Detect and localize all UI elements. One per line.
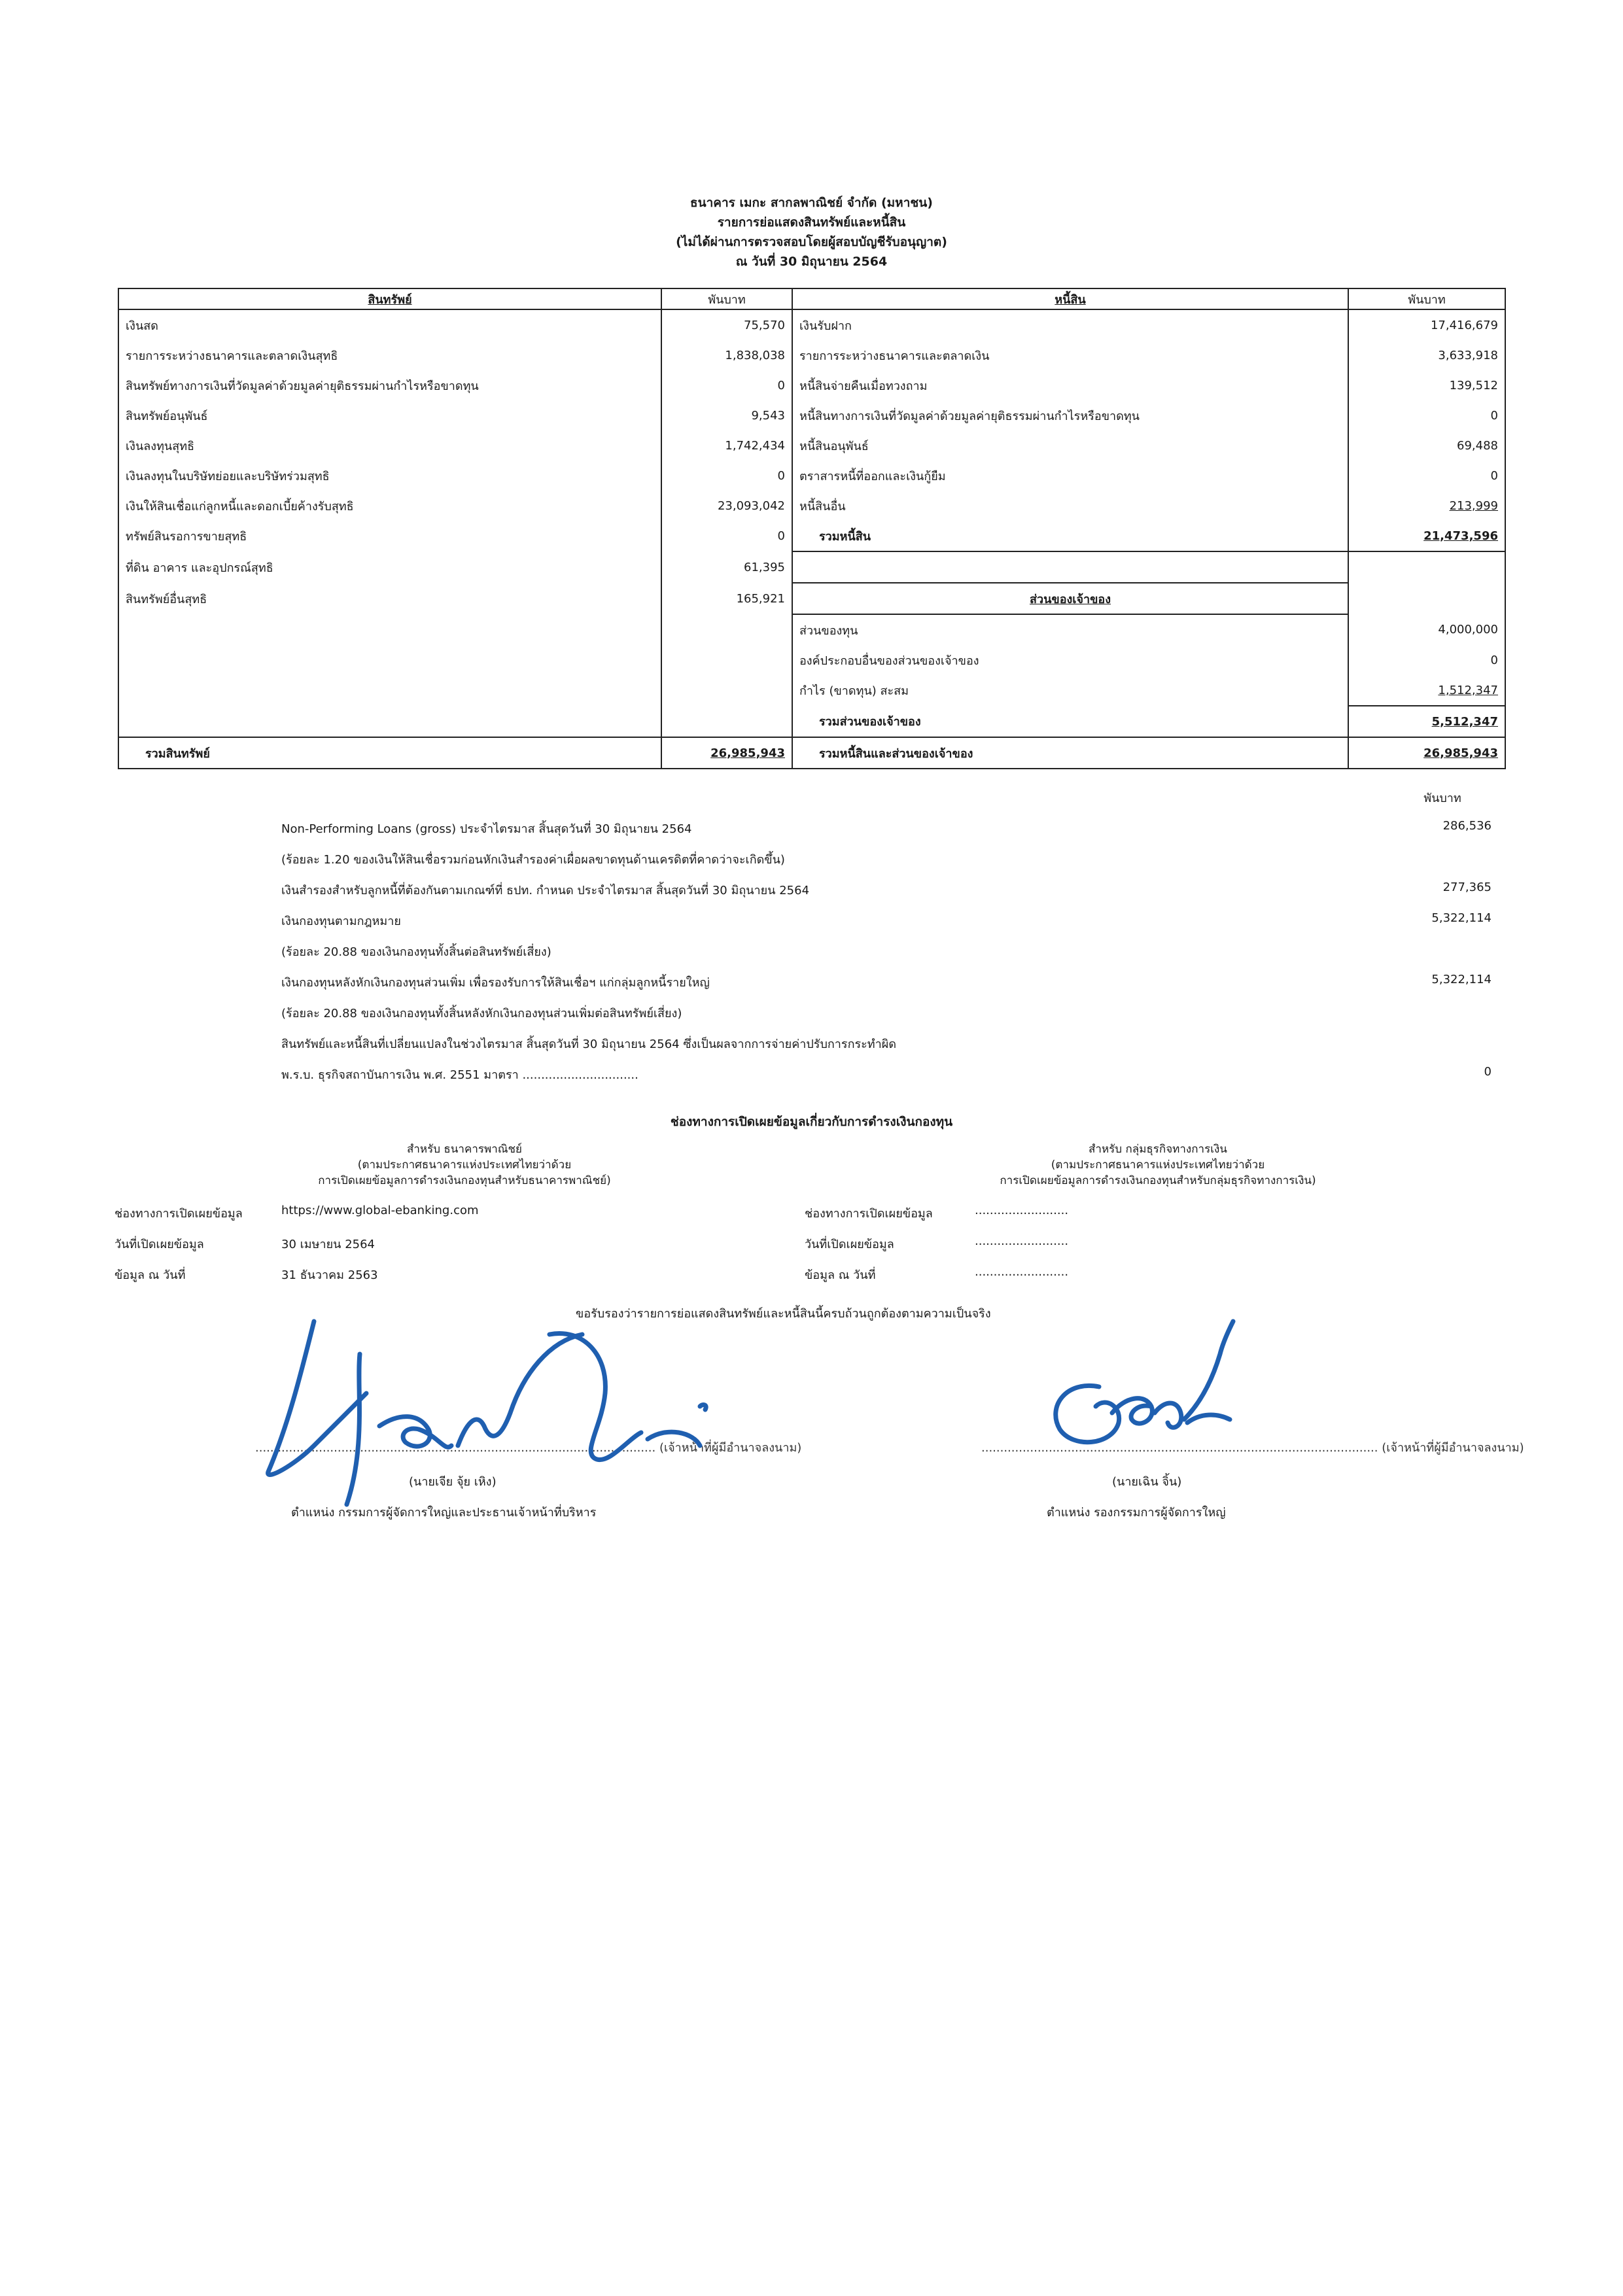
right-date-label: วันที่เปิดเผยข้อมูล: [805, 1238, 894, 1251]
asset-label: ที่ดิน อาคาร และอุปกรณ์สุทธิ: [118, 551, 661, 583]
changes-text-line2: พ.ร.บ. ธุรกิจสถาบันการเงิน พ.ศ. 2551 มาตรา ...............................: [281, 1068, 638, 1082]
assets-header: สินทรัพย์: [118, 288, 661, 309]
assets-unit: พันบาท: [661, 288, 792, 309]
liability-value: [1348, 583, 1505, 614]
changes-text-line1: สินทรัพย์และหนี้สินที่เปลี่ยนแปลงในช่วงไตรมาส สิ้นสุดวันที่ 30 มิถุนายน 2564 ซึ่งเป็นผลจากการจ่ายค่าปรับการกระทำผิด: [281, 1037, 897, 1051]
asset-label: เงินลงทุนสุทธิ: [118, 430, 661, 461]
notes-unit: พันบาท: [1423, 791, 1461, 805]
left-signer-name: (นายเจีย จุ้ย เหิง): [409, 1475, 497, 1489]
disclosure-left-heading: [196, 1141, 733, 1189]
npl-value: 286,536: [1442, 819, 1492, 833]
reserve-text: เงินสำรองสำหรับลูกหนี้ที่ต้องกันตามเกณฑ์ที่ ธปท. กำหนด ประจำไตรมาส สิ้นสุดวันที่ 30 มิถุนายน 2564: [281, 884, 810, 897]
bank-name: ธนาคาร เมกะ สากลพาณิชย์ จำกัด (มหาชน): [690, 196, 933, 210]
disclosure-date-value: 30 เมษายน 2564: [281, 1238, 375, 1251]
asset-label: สินทรัพย์อนุพันธ์: [118, 400, 661, 430]
capital-value: 5,322,114: [1431, 911, 1492, 925]
right-channel-value: .........................: [975, 1204, 1069, 1217]
liability-value: 3,633,918: [1348, 340, 1505, 370]
channel-link[interactable]: https://www.global-ebanking.com: [281, 1204, 479, 1217]
asset-value: [661, 645, 792, 675]
liability-label: หนี้สินทางการเงินที่วัดมูลค่าด้วยมูลค่ายุติธรรมผ่านกำไรหรือขาดทุน: [792, 400, 1348, 430]
equity-label: กำไร (ขาดทุน) สะสม: [792, 675, 1348, 706]
equity-label: ส่วนของทุน: [792, 614, 1348, 645]
document-title: รายการย่อแสดงสินทรัพย์และหนี้สิน: [717, 215, 906, 230]
liability-label: หนี้สินอื่น: [792, 491, 1348, 521]
total-assets-value: 26,985,943: [661, 737, 792, 769]
right-heading-line2: (ตามประกาศธนาคารแห่งประเทศไทยว่าด้วย: [1051, 1158, 1265, 1172]
table-row: [118, 706, 1505, 737]
asset-value: 0: [661, 370, 792, 400]
disclosure-date-label: วันที่เปิดเผยข้อมูล: [114, 1238, 204, 1251]
equity-header: ส่วนของเจ้าของ: [792, 583, 1348, 614]
liability-label: ตราสารหนี้ที่ออกและเงินกู้ยืม: [792, 461, 1348, 491]
capital-after-percentage: (ร้อยละ 20.88 ของเงินกองทุนทั้งสิ้นหลังหักเงินกองทุนส่วนเพิ่มต่อสินทรัพย์เสี่ยง): [281, 1007, 682, 1020]
right-date-value: .........................: [975, 1234, 1069, 1248]
table-header-row: [118, 288, 1505, 309]
table-row: [118, 521, 1505, 551]
asset-label: สินทรัพย์อื่นสุทธิ: [118, 583, 661, 614]
right-signature-line: .......................................................................................................... (เจ้าหน้าที่ผู้มีอำนาจลงนาม): [981, 1441, 1524, 1455]
data-asof-label: ข้อมูล ณ วันที่: [114, 1268, 186, 1282]
right-signer-name: (นายเฉิน จิ้น): [1112, 1475, 1182, 1489]
table-row: [118, 491, 1505, 521]
asset-value: 75,570: [661, 309, 792, 340]
asset-value: 0: [661, 461, 792, 491]
asset-value: 1,742,434: [661, 430, 792, 461]
asset-value: 0: [661, 521, 792, 551]
asset-label: [118, 614, 661, 645]
equity-value: 0: [1348, 645, 1505, 675]
table-row: [118, 400, 1505, 430]
liability-label: รายการระหว่างธนาคารและตลาดเงิน: [792, 340, 1348, 370]
disclosure-right-heading: [890, 1141, 1426, 1189]
liability-value: 213,999: [1348, 491, 1505, 521]
liability-value: 69,488: [1348, 430, 1505, 461]
left-authorized-label: (เจ้าหน้าที่ผู้มีอำนาจลงนาม): [659, 1441, 802, 1455]
right-signer-position: ตำแหน่ง รองกรรมการผู้จัดการใหญ่: [1047, 1506, 1226, 1520]
liability-value: 0: [1348, 461, 1505, 491]
total-liabilities-equity-value: 26,985,943: [1348, 737, 1505, 769]
asset-label: [118, 645, 661, 675]
asset-label: [118, 675, 661, 706]
asset-value: 165,921: [661, 583, 792, 614]
table-row: [118, 370, 1505, 400]
equity-value: 1,512,347: [1348, 675, 1505, 706]
table-row: [118, 614, 1505, 645]
npl-percentage: (ร้อยละ 1.20 ของเงินให้สินเชื่อรวมก่อนหักเงินสำรองค่าเผื่อผลขาดทุนด้านเครดิตที่คาดว่าจะเกิดขึ้น): [281, 853, 785, 867]
asset-value: 9,543: [661, 400, 792, 430]
capital-after-value: 5,322,114: [1431, 973, 1492, 986]
liability-label: เงินรับฝาก: [792, 309, 1348, 340]
left-signer-position: ตำแหน่ง กรรมการผู้จัดการใหญ่และประธานเจ้าหน้าที่บริหาร: [291, 1506, 597, 1520]
left-heading-line3: การเปิดเผยข้อมูลการดำรงเงินกองทุนสำหรับธนาคารพาณิชย์): [318, 1174, 611, 1187]
table-row: [118, 551, 1505, 583]
table-row: [118, 461, 1505, 491]
capital-after-text: เงินกองทุนหลังหักเงินกองทุนส่วนเพิ่ม เพื่อรองรับการให้สินเชื่อฯ แก่กลุ่มลูกหนี้รายใหญ่: [281, 976, 710, 990]
right-heading-line1: สำหรับ กลุ่มธุรกิจทางการเงิน: [1089, 1143, 1227, 1156]
right-channel-label: ช่องทางการเปิดเผยข้อมูล: [805, 1207, 933, 1221]
total-liabilities-value: 21,473,596: [1348, 521, 1505, 551]
asset-value: [661, 675, 792, 706]
asset-label: เงินให้สินเชื่อแก่ลูกหนี้และดอกเบี้ยค้างรับสุทธิ: [118, 491, 661, 521]
audit-note: (ไม่ได้ผ่านการตรวจสอบโดยผู้สอบบัญชีรับอนุญาต): [676, 235, 947, 249]
asset-label: [118, 706, 661, 737]
table-row: [118, 309, 1505, 340]
asset-value: [661, 614, 792, 645]
table-row: [118, 583, 1505, 614]
table-row: [118, 430, 1505, 461]
equity-label: องค์ประกอบอื่นของส่วนของเจ้าของ: [792, 645, 1348, 675]
liabilities-unit: พันบาท: [1348, 288, 1505, 309]
liability-value: 17,416,679: [1348, 309, 1505, 340]
asset-label: รายการระหว่างธนาคารและตลาดเงินสุทธิ: [118, 340, 661, 370]
asset-label: เงินสด: [118, 309, 661, 340]
as-of-date: ณ วันที่ 30 มิถุนายน 2564: [735, 254, 888, 269]
signature-ink: [1056, 1321, 1233, 1442]
liability-value: [1348, 551, 1505, 583]
equity-value: 4,000,000: [1348, 614, 1505, 645]
table-row: [118, 340, 1505, 370]
asset-value: 61,395: [661, 551, 792, 583]
asset-label: ทรัพย์สินรอการขายสุทธิ: [118, 521, 661, 551]
signature-ink: [268, 1321, 707, 1505]
total-equity-label: รวมส่วนของเจ้าของ: [792, 706, 1348, 737]
liability-value: 0: [1348, 400, 1505, 430]
npl-text: Non-Performing Loans (gross) ประจำไตรมาส สิ้นสุดวันที่ 30 มิถุนายน 2564: [281, 822, 692, 836]
channel-label: ช่องทางการเปิดเผยข้อมูล: [114, 1207, 243, 1221]
right-authorized-label: (เจ้าหน้าที่ผู้มีอำนาจลงนาม): [1382, 1441, 1524, 1455]
liabilities-header: หนี้สิน: [792, 288, 1348, 309]
table-row: [118, 645, 1505, 675]
certification-text: ขอรับรองว่ารายการย่อแสดงสินทรัพย์และหนี้สินนี้ครบถ้วนถูกต้องตามความเป็นจริง: [576, 1307, 991, 1321]
left-heading-line2: (ตามประกาศธนาคารแห่งประเทศไทยว่าด้วย: [357, 1158, 572, 1172]
liability-label: [792, 551, 1348, 583]
changes-value: 0: [1484, 1065, 1492, 1079]
data-asof-value: 31 ธันวาคม 2563: [281, 1268, 378, 1282]
right-asof-value: .........................: [975, 1265, 1069, 1279]
left-signature-line: ........................................................................................................... (เจ้าหน้าที่ผู้มีอำนาจลงนาม): [255, 1441, 802, 1455]
asset-label: เงินลงทุนในบริษัทย่อยและบริษัทร่วมสุทธิ: [118, 461, 661, 491]
total-liabilities-equity-label: รวมหนี้สินและส่วนของเจ้าของ: [792, 737, 1348, 769]
asset-value: 1,838,038: [661, 340, 792, 370]
liability-label: หนี้สินจ่ายคืนเมื่อทวงถาม: [792, 370, 1348, 400]
disclosure-title: ช่องทางการเปิดเผยข้อมูลเกี่ยวกับการดำรงเงินกองทุน: [670, 1115, 953, 1129]
asset-value: [661, 706, 792, 737]
total-assets-label: รวมสินทรัพย์: [118, 737, 661, 769]
capital-text: เงินกองทุนตามกฎหมาย: [281, 914, 401, 928]
right-asof-label: ข้อมูล ณ วันที่: [805, 1268, 876, 1282]
right-signature-image: [1040, 1315, 1249, 1465]
right-heading-line3: การเปิดเผยข้อมูลการดำรงเงินกองทุนสำหรับกลุ่มธุรกิจทางการเงิน): [1000, 1174, 1316, 1187]
reserve-value: 277,365: [1442, 880, 1492, 894]
left-signature-image: [242, 1315, 785, 1511]
total-liabilities-label: รวมหนี้สิน: [792, 521, 1348, 551]
asset-value: 23,093,042: [661, 491, 792, 521]
balance-sheet-table: [118, 288, 1506, 769]
table-row: [118, 675, 1505, 706]
capital-percentage: (ร้อยละ 20.88 ของเงินกองทุนทั้งสิ้นต่อสินทรัพย์เสี่ยง): [281, 945, 551, 959]
liability-value: 139,512: [1348, 370, 1505, 400]
asset-label: สินทรัพย์ทางการเงินที่วัดมูลค่าด้วยมูลค่ายุติธรรมผ่านกำไรหรือขาดทุน: [118, 370, 661, 400]
total-equity-value: 5,512,347: [1348, 706, 1505, 737]
left-heading-line1: สำหรับ ธนาคารพาณิชย์: [406, 1143, 523, 1156]
liability-label: หนี้สินอนุพันธ์: [792, 430, 1348, 461]
totals-row: [118, 737, 1505, 769]
